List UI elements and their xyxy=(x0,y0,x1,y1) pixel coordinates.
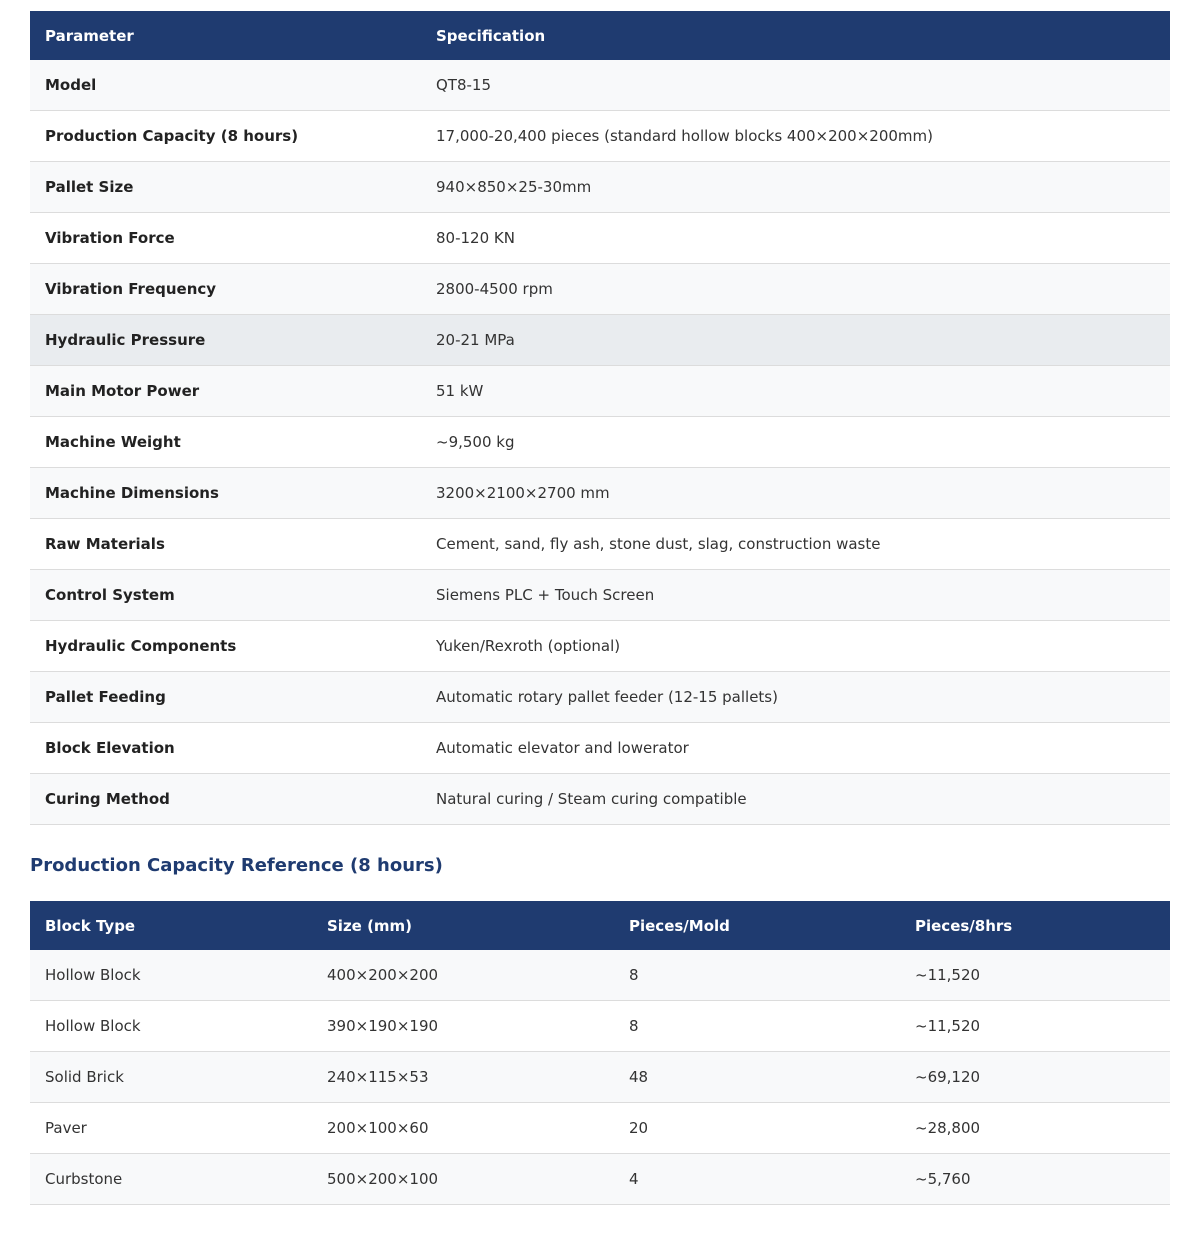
table-row xyxy=(30,111,1170,162)
specification-cell: Automatic rotary pallet feeder (12-15 pallets) xyxy=(421,672,1170,723)
size-cell: 400×200×200 xyxy=(312,950,614,1001)
pieces-8hrs-cell: ~5,760 xyxy=(900,1154,1170,1205)
table-row xyxy=(30,468,1170,519)
pieces-mold-cell: 8 xyxy=(614,950,900,1001)
size-cell: 200×100×60 xyxy=(312,1103,614,1154)
table-row xyxy=(30,570,1170,621)
table-row xyxy=(30,1103,1170,1154)
header-parameter: Parameter xyxy=(30,11,421,60)
table-row xyxy=(30,162,1170,213)
table-header-row xyxy=(30,11,1170,60)
table-row xyxy=(30,213,1170,264)
block-type-cell: Curbstone xyxy=(30,1154,312,1205)
content xyxy=(30,11,1170,1188)
size-cell: 500×200×100 xyxy=(312,1154,614,1205)
table-row xyxy=(30,1154,1170,1205)
table-row xyxy=(30,1001,1170,1052)
parameter-cell: Pallet Size xyxy=(30,162,421,213)
parameter-cell: Vibration Frequency xyxy=(30,264,421,315)
specification-cell: 3200×2100×2700 mm xyxy=(421,468,1170,519)
specification-cell: 20-21 MPa xyxy=(421,315,1170,366)
header-pieces-mold: Pieces/Mold xyxy=(614,901,900,950)
parameter-cell: Machine Dimensions xyxy=(30,468,421,519)
specification-cell: ~9,500 kg xyxy=(421,417,1170,468)
size-cell: 240×115×53 xyxy=(312,1052,614,1103)
table-row xyxy=(30,315,1170,366)
size-cell: 390×190×190 xyxy=(312,1001,614,1052)
table-row xyxy=(30,60,1170,111)
parameter-cell: Control System xyxy=(30,570,421,621)
table-row xyxy=(30,672,1170,723)
block-type-cell: Hollow Block xyxy=(30,950,312,1001)
table-row xyxy=(30,723,1170,774)
parameter-cell: Curing Method xyxy=(30,774,421,825)
parameter-cell: Hydraulic Pressure xyxy=(30,315,421,366)
pieces-mold-cell: 20 xyxy=(614,1103,900,1154)
parameter-cell: Block Elevation xyxy=(30,723,421,774)
table-row xyxy=(30,950,1170,1001)
table-row xyxy=(30,264,1170,315)
specification-cell: Yuken/Rexroth (optional) xyxy=(421,621,1170,672)
table-row xyxy=(30,621,1170,672)
specification-cell: Siemens PLC + Touch Screen xyxy=(421,570,1170,621)
pieces-8hrs-cell: ~69,120 xyxy=(900,1052,1170,1103)
specification-cell: 940×850×25-30mm xyxy=(421,162,1170,213)
table-row xyxy=(30,366,1170,417)
table-row xyxy=(30,417,1170,468)
capacity-table xyxy=(30,901,1170,1205)
table-row xyxy=(30,1052,1170,1103)
parameter-cell: Machine Weight xyxy=(30,417,421,468)
pieces-8hrs-cell: ~28,800 xyxy=(900,1103,1170,1154)
parameter-cell: Model xyxy=(30,60,421,111)
table-row xyxy=(30,774,1170,825)
pieces-mold-cell: 48 xyxy=(614,1052,900,1103)
pieces-8hrs-cell: ~11,520 xyxy=(900,950,1170,1001)
specification-table xyxy=(30,11,1170,825)
section-title: Production Capacity Reference (8 hours) xyxy=(30,855,443,876)
header-size: Size (mm) xyxy=(312,901,614,950)
block-type-cell: Solid Brick xyxy=(30,1052,312,1103)
specification-cell: 17,000-20,400 pieces (standard hollow blocks 400×200×200mm) xyxy=(421,111,1170,162)
block-type-cell: Paver xyxy=(30,1103,312,1154)
specification-cell: 2800-4500 rpm xyxy=(421,264,1170,315)
specification-cell: Automatic elevator and lowerator xyxy=(421,723,1170,774)
specification-cell: Cement, sand, fly ash, stone dust, slag, construction waste xyxy=(421,519,1170,570)
block-type-cell: Hollow Block xyxy=(30,1001,312,1052)
parameter-cell: Vibration Force xyxy=(30,213,421,264)
parameter-cell: Production Capacity (8 hours) xyxy=(30,111,421,162)
header-specification: Specification xyxy=(421,11,1170,60)
header-block-type: Block Type xyxy=(30,901,312,950)
specification-cell: 51 kW xyxy=(421,366,1170,417)
specification-cell: 80-120 KN xyxy=(421,213,1170,264)
parameter-cell: Raw Materials xyxy=(30,519,421,570)
pieces-8hrs-cell: ~11,520 xyxy=(900,1001,1170,1052)
specification-cell: Natural curing / Steam curing compatible xyxy=(421,774,1170,825)
pieces-mold-cell: 4 xyxy=(614,1154,900,1205)
pieces-mold-cell: 8 xyxy=(614,1001,900,1052)
header-pieces-8hrs: Pieces/8hrs xyxy=(900,901,1170,950)
parameter-cell: Hydraulic Components xyxy=(30,621,421,672)
parameter-cell: Pallet Feeding xyxy=(30,672,421,723)
specification-cell: QT8-15 xyxy=(421,60,1170,111)
table-row xyxy=(30,519,1170,570)
parameter-cell: Main Motor Power xyxy=(30,366,421,417)
table-header-row xyxy=(30,901,1170,950)
